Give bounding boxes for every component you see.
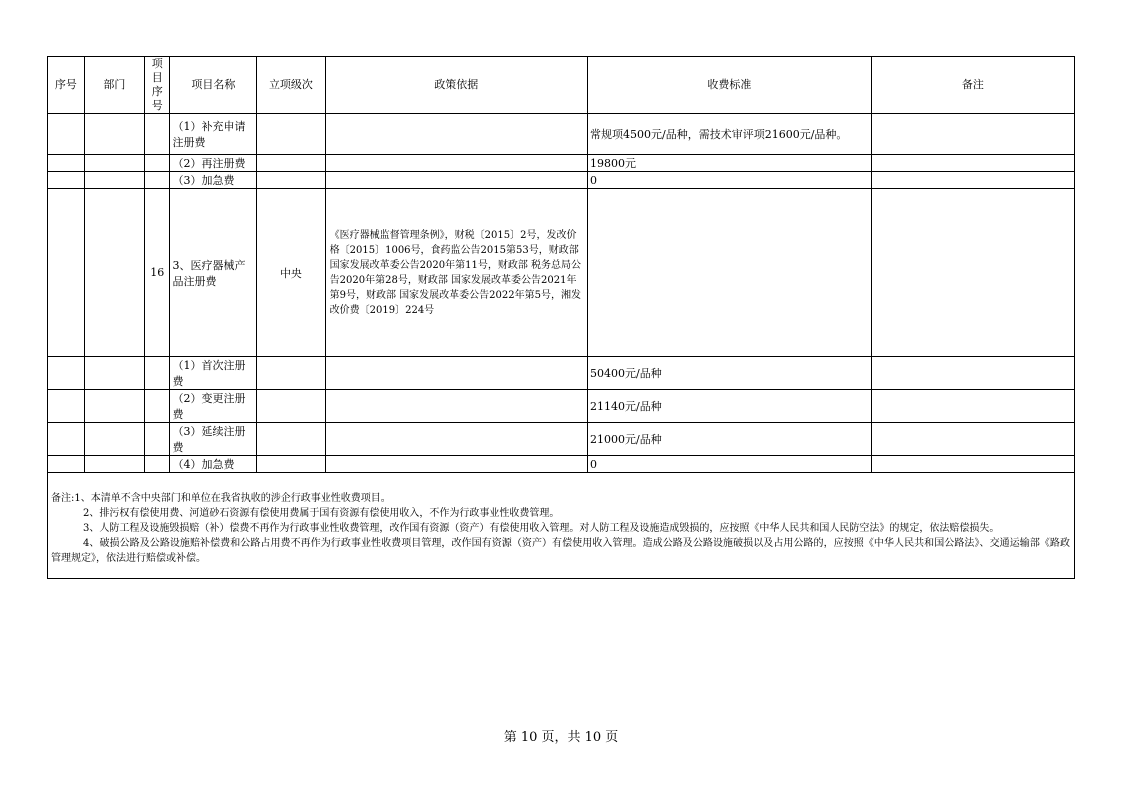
header-level: 立项级次 — [257, 57, 325, 114]
cell-item-seq: 16 — [144, 189, 170, 357]
cell-item-name: （3）延续注册费 — [170, 423, 257, 456]
cell-level — [257, 390, 325, 423]
table-row — [48, 423, 1075, 456]
cell-policy — [325, 114, 587, 155]
header-remark: 备注 — [871, 57, 1074, 114]
cell-remark — [871, 456, 1074, 473]
table-row — [48, 189, 1075, 357]
cell-fee: 常规项4500元/品种，需技术审评项21600元/品种。 — [588, 114, 872, 155]
cell-level — [257, 172, 325, 189]
cell-fee: 21140元/品种 — [588, 390, 872, 423]
cell-dept — [84, 189, 144, 357]
cell-remark — [871, 114, 1074, 155]
cell-remark — [871, 390, 1074, 423]
header-dept: 部门 — [84, 57, 144, 114]
cell-level — [257, 114, 325, 155]
note-3: 3、人防工程及设施毁损赔（补）偿费不再作为行政事业性收费管理，改作国有资源（资产）有偿使用收入管理。对人防工程及设施造成毁损的，应按照《中华人民共和国人民防空法》的规定，依法赔偿损失。 — [83, 523, 1000, 534]
cell-item-name: （1）首次注册费 — [170, 357, 257, 390]
cell-policy — [325, 155, 587, 172]
header-policy: 政策依据 — [325, 57, 587, 114]
cell-dept — [84, 423, 144, 456]
cell-item-seq — [144, 390, 170, 423]
cell-item-seq — [144, 155, 170, 172]
fee-table — [47, 56, 1075, 579]
note-1: 备注:1、本清单不含中央部门和单位在我省执收的涉企行政事业性收费项目。 — [51, 493, 391, 504]
table-row — [48, 114, 1075, 155]
cell-fee — [588, 189, 872, 357]
header-fee-standard: 收费标准 — [588, 57, 872, 114]
cell-item-name: （1）补充申请注册费 — [170, 114, 257, 155]
note-2: 2、排污权有偿使用费、河道砂石资源有偿使用费属于国有资源有偿使用收入，不作为行政事业性收费管理。 — [83, 508, 560, 519]
cell-level — [257, 155, 325, 172]
header-item-name: 项目名称 — [170, 57, 257, 114]
cell-item-name: 3、医疗器械产品注册费 — [170, 189, 257, 357]
table-row — [48, 155, 1075, 172]
cell-remark — [871, 155, 1074, 172]
cell-remark — [871, 189, 1074, 357]
cell-dept — [84, 357, 144, 390]
cell-fee: 0 — [588, 172, 872, 189]
cell-seq — [48, 456, 85, 473]
cell-fee: 50400元/品种 — [588, 357, 872, 390]
note-4: 4、破损公路及公路设施赔补偿费和公路占用费不再作为行政事业性收费项目管理，改作国有资源（资产）有偿使用收入管理。造成公路及公路设施破损以及占用公路的，应按照《中华人民共和国公路法》、交通运输部《路政管理规定》，依法进行赔偿或补偿。 — [51, 538, 1070, 564]
cell-item-seq — [144, 423, 170, 456]
cell-item-seq — [144, 456, 170, 473]
cell-remark — [871, 423, 1074, 456]
cell-item-seq — [144, 172, 170, 189]
header-seq: 序号 — [48, 57, 85, 114]
cell-policy — [325, 423, 587, 456]
cell-dept — [84, 155, 144, 172]
cell-seq — [48, 155, 85, 172]
cell-item-name: （2）再注册费 — [170, 155, 257, 172]
table-row — [48, 357, 1075, 390]
cell-seq — [48, 423, 85, 456]
cell-dept — [84, 172, 144, 189]
cell-dept — [84, 114, 144, 155]
cell-level — [257, 423, 325, 456]
table-row — [48, 456, 1075, 473]
cell-remark — [871, 172, 1074, 189]
cell-policy — [325, 456, 587, 473]
cell-dept — [84, 390, 144, 423]
cell-item-name: （3）加急费 — [170, 172, 257, 189]
cell-level: 中央 — [257, 189, 325, 357]
cell-remark — [871, 357, 1074, 390]
cell-seq — [48, 357, 85, 390]
cell-fee: 19800元 — [588, 155, 872, 172]
cell-item-name: （4）加急费 — [170, 456, 257, 473]
cell-policy — [325, 172, 587, 189]
header-item-seq: 项目序号 — [144, 57, 170, 114]
cell-level — [257, 357, 325, 390]
cell-item-name: （2）变更注册费 — [170, 390, 257, 423]
cell-level — [257, 456, 325, 473]
cell-seq — [48, 390, 85, 423]
table-row — [48, 172, 1075, 189]
cell-item-seq — [144, 114, 170, 155]
cell-policy: 《医疗器械监督管理条例》，财税〔2015〕2号，发改价格〔2015〕1006号，食药监公告2015第53号，财政部 国家发展改革委公告2020年第11号，财政部 税务总局公告2020年第28号，财政部 国家发展改革委公告2021年第9号，财政部 国家发展改革委公告2022年第5号，湘发改价费〔2019〕224号 — [325, 189, 587, 357]
page-number: 第 10 页，共 10 页 — [503, 730, 619, 745]
table-row — [48, 390, 1075, 423]
notes-row — [48, 473, 1075, 579]
cell-fee: 0 — [588, 456, 872, 473]
cell-seq — [48, 189, 85, 357]
cell-seq — [48, 114, 85, 155]
cell-fee: 21000元/品种 — [588, 423, 872, 456]
cell-dept — [84, 456, 144, 473]
cell-item-seq — [144, 357, 170, 390]
cell-policy — [325, 390, 587, 423]
cell-policy — [325, 357, 587, 390]
cell-seq — [48, 172, 85, 189]
header-row — [48, 57, 1075, 114]
notes-cell — [48, 473, 1075, 579]
